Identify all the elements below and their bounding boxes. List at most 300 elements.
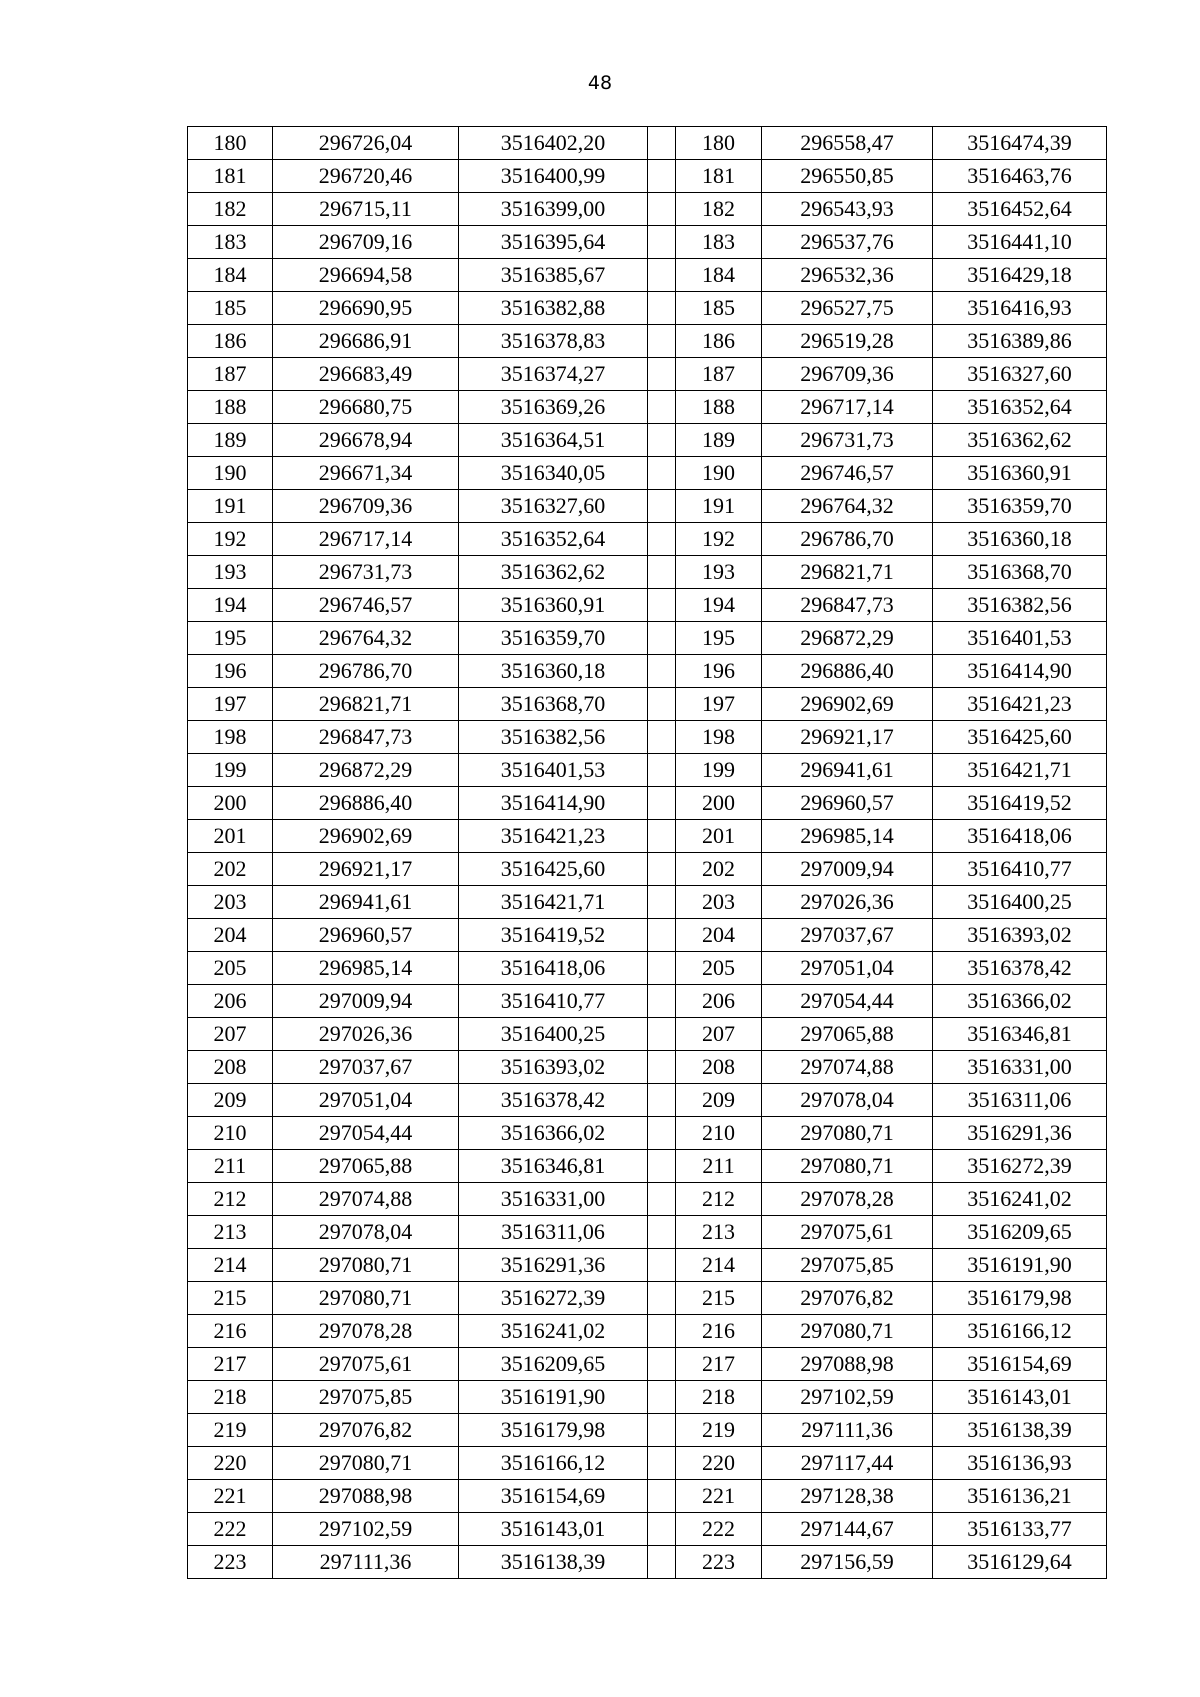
table-row bbox=[188, 127, 1107, 160]
right-point-number: 217 bbox=[676, 1348, 762, 1381]
left-x-coordinate: 297078,04 bbox=[273, 1216, 459, 1249]
spacer-cell bbox=[648, 754, 676, 787]
left-x-coordinate: 297080,71 bbox=[273, 1249, 459, 1282]
spacer-cell bbox=[648, 886, 676, 919]
table-row bbox=[188, 820, 1107, 853]
table-row bbox=[188, 457, 1107, 490]
left-x-coordinate: 297111,36 bbox=[273, 1546, 459, 1579]
right-point-number: 223 bbox=[676, 1546, 762, 1579]
left-y-coordinate: 3516410,77 bbox=[459, 985, 648, 1018]
spacer-cell bbox=[648, 1282, 676, 1315]
right-x-coordinate: 296786,70 bbox=[762, 523, 933, 556]
spacer-cell bbox=[648, 1018, 676, 1051]
left-point-number: 219 bbox=[188, 1414, 273, 1447]
right-x-coordinate: 296960,57 bbox=[762, 787, 933, 820]
table-row bbox=[188, 424, 1107, 457]
right-x-coordinate: 296985,14 bbox=[762, 820, 933, 853]
spacer-cell bbox=[648, 1183, 676, 1216]
spacer-cell bbox=[648, 160, 676, 193]
spacer-cell bbox=[648, 457, 676, 490]
right-y-coordinate: 3516327,60 bbox=[933, 358, 1107, 391]
right-x-coordinate: 296519,28 bbox=[762, 325, 933, 358]
right-point-number: 220 bbox=[676, 1447, 762, 1480]
right-y-coordinate: 3516138,39 bbox=[933, 1414, 1107, 1447]
left-x-coordinate: 297088,98 bbox=[273, 1480, 459, 1513]
right-point-number: 206 bbox=[676, 985, 762, 1018]
left-y-coordinate: 3516393,02 bbox=[459, 1051, 648, 1084]
right-x-coordinate: 297026,36 bbox=[762, 886, 933, 919]
right-x-coordinate: 296821,71 bbox=[762, 556, 933, 589]
left-y-coordinate: 3516425,60 bbox=[459, 853, 648, 886]
table-row bbox=[188, 985, 1107, 1018]
spacer-cell bbox=[648, 1315, 676, 1348]
spacer-cell bbox=[648, 490, 676, 523]
spacer-cell bbox=[648, 589, 676, 622]
left-y-coordinate: 3516374,27 bbox=[459, 358, 648, 391]
spacer-cell bbox=[648, 721, 676, 754]
left-point-number: 196 bbox=[188, 655, 273, 688]
left-point-number: 201 bbox=[188, 820, 273, 853]
left-y-coordinate: 3516402,20 bbox=[459, 127, 648, 160]
spacer-cell bbox=[648, 1348, 676, 1381]
page-number: 48 bbox=[587, 72, 613, 94]
spacer-cell bbox=[648, 985, 676, 1018]
right-x-coordinate: 297075,61 bbox=[762, 1216, 933, 1249]
left-x-coordinate: 296671,34 bbox=[273, 457, 459, 490]
left-y-coordinate: 3516400,99 bbox=[459, 160, 648, 193]
left-x-coordinate: 296921,17 bbox=[273, 853, 459, 886]
right-point-number: 199 bbox=[676, 754, 762, 787]
right-x-coordinate: 297076,82 bbox=[762, 1282, 933, 1315]
right-point-number: 204 bbox=[676, 919, 762, 952]
right-x-coordinate: 297051,04 bbox=[762, 952, 933, 985]
right-x-coordinate: 296764,32 bbox=[762, 490, 933, 523]
left-point-number: 180 bbox=[188, 127, 273, 160]
spacer-cell bbox=[648, 292, 676, 325]
left-x-coordinate: 297075,61 bbox=[273, 1348, 459, 1381]
table-row bbox=[188, 787, 1107, 820]
spacer-cell bbox=[648, 1150, 676, 1183]
right-point-number: 196 bbox=[676, 655, 762, 688]
right-point-number: 185 bbox=[676, 292, 762, 325]
left-point-number: 207 bbox=[188, 1018, 273, 1051]
right-y-coordinate: 3516331,00 bbox=[933, 1051, 1107, 1084]
left-point-number: 221 bbox=[188, 1480, 273, 1513]
left-y-coordinate: 3516421,23 bbox=[459, 820, 648, 853]
left-y-coordinate: 3516359,70 bbox=[459, 622, 648, 655]
right-y-coordinate: 3516352,64 bbox=[933, 391, 1107, 424]
right-y-coordinate: 3516414,90 bbox=[933, 655, 1107, 688]
right-x-coordinate: 296537,76 bbox=[762, 226, 933, 259]
right-x-coordinate: 297078,28 bbox=[762, 1183, 933, 1216]
right-y-coordinate: 3516401,53 bbox=[933, 622, 1107, 655]
left-x-coordinate: 296709,36 bbox=[273, 490, 459, 523]
left-y-coordinate: 3516209,65 bbox=[459, 1348, 648, 1381]
table-row bbox=[188, 1183, 1107, 1216]
right-point-number: 208 bbox=[676, 1051, 762, 1084]
spacer-cell bbox=[648, 919, 676, 952]
left-point-number: 195 bbox=[188, 622, 273, 655]
left-x-coordinate: 297037,67 bbox=[273, 1051, 459, 1084]
left-point-number: 217 bbox=[188, 1348, 273, 1381]
right-x-coordinate: 296746,57 bbox=[762, 457, 933, 490]
right-x-coordinate: 297078,04 bbox=[762, 1084, 933, 1117]
table-row bbox=[188, 1117, 1107, 1150]
table-row bbox=[188, 1249, 1107, 1282]
right-point-number: 211 bbox=[676, 1150, 762, 1183]
table-row bbox=[188, 1216, 1107, 1249]
table-row bbox=[188, 1051, 1107, 1084]
spacer-cell bbox=[648, 325, 676, 358]
right-y-coordinate: 3516191,90 bbox=[933, 1249, 1107, 1282]
spacer-cell bbox=[648, 259, 676, 292]
left-point-number: 192 bbox=[188, 523, 273, 556]
left-y-coordinate: 3516179,98 bbox=[459, 1414, 648, 1447]
left-y-coordinate: 3516166,12 bbox=[459, 1447, 648, 1480]
right-y-coordinate: 3516311,06 bbox=[933, 1084, 1107, 1117]
left-x-coordinate: 297054,44 bbox=[273, 1117, 459, 1150]
left-y-coordinate: 3516154,69 bbox=[459, 1480, 648, 1513]
left-point-number: 199 bbox=[188, 754, 273, 787]
right-y-coordinate: 3516143,01 bbox=[933, 1381, 1107, 1414]
right-point-number: 205 bbox=[676, 952, 762, 985]
left-y-coordinate: 3516414,90 bbox=[459, 787, 648, 820]
left-x-coordinate: 296764,32 bbox=[273, 622, 459, 655]
left-point-number: 206 bbox=[188, 985, 273, 1018]
right-x-coordinate: 297075,85 bbox=[762, 1249, 933, 1282]
left-x-coordinate: 296985,14 bbox=[273, 952, 459, 985]
left-point-number: 186 bbox=[188, 325, 273, 358]
left-point-number: 220 bbox=[188, 1447, 273, 1480]
right-point-number: 192 bbox=[676, 523, 762, 556]
left-y-coordinate: 3516421,71 bbox=[459, 886, 648, 919]
right-point-number: 214 bbox=[676, 1249, 762, 1282]
left-y-coordinate: 3516362,62 bbox=[459, 556, 648, 589]
right-y-coordinate: 3516360,18 bbox=[933, 523, 1107, 556]
left-point-number: 214 bbox=[188, 1249, 273, 1282]
left-x-coordinate: 296715,11 bbox=[273, 193, 459, 226]
left-y-coordinate: 3516311,06 bbox=[459, 1216, 648, 1249]
left-x-coordinate: 297051,04 bbox=[273, 1084, 459, 1117]
left-x-coordinate: 296746,57 bbox=[273, 589, 459, 622]
right-point-number: 193 bbox=[676, 556, 762, 589]
right-point-number: 210 bbox=[676, 1117, 762, 1150]
table-row bbox=[188, 589, 1107, 622]
left-y-coordinate: 3516369,26 bbox=[459, 391, 648, 424]
left-x-coordinate: 296683,49 bbox=[273, 358, 459, 391]
left-x-coordinate: 297076,82 bbox=[273, 1414, 459, 1447]
table-row bbox=[188, 1381, 1107, 1414]
left-x-coordinate: 296960,57 bbox=[273, 919, 459, 952]
left-x-coordinate: 296720,46 bbox=[273, 160, 459, 193]
left-point-number: 222 bbox=[188, 1513, 273, 1546]
left-point-number: 213 bbox=[188, 1216, 273, 1249]
right-point-number: 215 bbox=[676, 1282, 762, 1315]
right-x-coordinate: 296941,61 bbox=[762, 754, 933, 787]
table-row bbox=[188, 1348, 1107, 1381]
left-x-coordinate: 297080,71 bbox=[273, 1282, 459, 1315]
left-y-coordinate: 3516360,18 bbox=[459, 655, 648, 688]
table-row bbox=[188, 160, 1107, 193]
spacer-cell bbox=[648, 952, 676, 985]
right-point-number: 200 bbox=[676, 787, 762, 820]
spacer-cell bbox=[648, 424, 676, 457]
right-y-coordinate: 3516416,93 bbox=[933, 292, 1107, 325]
table-row bbox=[188, 1084, 1107, 1117]
left-point-number: 218 bbox=[188, 1381, 273, 1414]
left-y-coordinate: 3516291,36 bbox=[459, 1249, 648, 1282]
right-y-coordinate: 3516241,02 bbox=[933, 1183, 1107, 1216]
left-point-number: 223 bbox=[188, 1546, 273, 1579]
right-x-coordinate: 296872,29 bbox=[762, 622, 933, 655]
left-x-coordinate: 297065,88 bbox=[273, 1150, 459, 1183]
right-y-coordinate: 3516425,60 bbox=[933, 721, 1107, 754]
right-point-number: 218 bbox=[676, 1381, 762, 1414]
left-point-number: 182 bbox=[188, 193, 273, 226]
left-y-coordinate: 3516382,88 bbox=[459, 292, 648, 325]
table-row bbox=[188, 556, 1107, 589]
right-x-coordinate: 297088,98 bbox=[762, 1348, 933, 1381]
spacer-cell bbox=[648, 556, 676, 589]
right-x-coordinate: 296532,36 bbox=[762, 259, 933, 292]
left-x-coordinate: 296872,29 bbox=[273, 754, 459, 787]
table-row bbox=[188, 952, 1107, 985]
right-x-coordinate: 297054,44 bbox=[762, 985, 933, 1018]
left-y-coordinate: 3516399,00 bbox=[459, 193, 648, 226]
left-y-coordinate: 3516400,25 bbox=[459, 1018, 648, 1051]
right-y-coordinate: 3516129,64 bbox=[933, 1546, 1107, 1579]
table-row bbox=[188, 325, 1107, 358]
right-x-coordinate: 296527,75 bbox=[762, 292, 933, 325]
spacer-cell bbox=[648, 127, 676, 160]
left-point-number: 215 bbox=[188, 1282, 273, 1315]
left-y-coordinate: 3516138,39 bbox=[459, 1546, 648, 1579]
left-x-coordinate: 297009,94 bbox=[273, 985, 459, 1018]
left-point-number: 198 bbox=[188, 721, 273, 754]
left-y-coordinate: 3516395,64 bbox=[459, 226, 648, 259]
right-y-coordinate: 3516429,18 bbox=[933, 259, 1107, 292]
left-point-number: 204 bbox=[188, 919, 273, 952]
left-point-number: 216 bbox=[188, 1315, 273, 1348]
right-y-coordinate: 3516421,71 bbox=[933, 754, 1107, 787]
left-x-coordinate: 296686,91 bbox=[273, 325, 459, 358]
left-y-coordinate: 3516364,51 bbox=[459, 424, 648, 457]
left-x-coordinate: 297078,28 bbox=[273, 1315, 459, 1348]
right-x-coordinate: 297144,67 bbox=[762, 1513, 933, 1546]
table-row bbox=[188, 688, 1107, 721]
right-x-coordinate: 297065,88 bbox=[762, 1018, 933, 1051]
right-y-coordinate: 3516418,06 bbox=[933, 820, 1107, 853]
right-x-coordinate: 297080,71 bbox=[762, 1315, 933, 1348]
left-point-number: 184 bbox=[188, 259, 273, 292]
right-point-number: 219 bbox=[676, 1414, 762, 1447]
right-point-number: 188 bbox=[676, 391, 762, 424]
spacer-cell bbox=[648, 853, 676, 886]
right-point-number: 221 bbox=[676, 1480, 762, 1513]
spacer-cell bbox=[648, 655, 676, 688]
right-y-coordinate: 3516136,21 bbox=[933, 1480, 1107, 1513]
right-point-number: 184 bbox=[676, 259, 762, 292]
right-y-coordinate: 3516136,93 bbox=[933, 1447, 1107, 1480]
spacer-cell bbox=[648, 226, 676, 259]
left-point-number: 210 bbox=[188, 1117, 273, 1150]
left-point-number: 208 bbox=[188, 1051, 273, 1084]
right-x-coordinate: 297074,88 bbox=[762, 1051, 933, 1084]
table-row bbox=[188, 1414, 1107, 1447]
right-x-coordinate: 296550,85 bbox=[762, 160, 933, 193]
right-y-coordinate: 3516360,91 bbox=[933, 457, 1107, 490]
right-point-number: 203 bbox=[676, 886, 762, 919]
left-y-coordinate: 3516352,64 bbox=[459, 523, 648, 556]
right-x-coordinate: 296847,73 bbox=[762, 589, 933, 622]
right-y-coordinate: 3516366,02 bbox=[933, 985, 1107, 1018]
left-x-coordinate: 297102,59 bbox=[273, 1513, 459, 1546]
right-y-coordinate: 3516441,10 bbox=[933, 226, 1107, 259]
right-y-coordinate: 3516474,39 bbox=[933, 127, 1107, 160]
table-row bbox=[188, 292, 1107, 325]
right-point-number: 216 bbox=[676, 1315, 762, 1348]
left-y-coordinate: 3516378,83 bbox=[459, 325, 648, 358]
left-x-coordinate: 296731,73 bbox=[273, 556, 459, 589]
table-row bbox=[188, 391, 1107, 424]
table-row bbox=[188, 655, 1107, 688]
spacer-cell bbox=[648, 1546, 676, 1579]
left-point-number: 197 bbox=[188, 688, 273, 721]
left-point-number: 212 bbox=[188, 1183, 273, 1216]
left-x-coordinate: 296941,61 bbox=[273, 886, 459, 919]
table-row bbox=[188, 1480, 1107, 1513]
left-x-coordinate: 296709,16 bbox=[273, 226, 459, 259]
right-x-coordinate: 297080,71 bbox=[762, 1117, 933, 1150]
left-point-number: 191 bbox=[188, 490, 273, 523]
left-y-coordinate: 3516346,81 bbox=[459, 1150, 648, 1183]
left-point-number: 190 bbox=[188, 457, 273, 490]
left-point-number: 193 bbox=[188, 556, 273, 589]
left-x-coordinate: 296786,70 bbox=[273, 655, 459, 688]
left-y-coordinate: 3516366,02 bbox=[459, 1117, 648, 1150]
left-y-coordinate: 3516418,06 bbox=[459, 952, 648, 985]
spacer-cell bbox=[648, 820, 676, 853]
right-x-coordinate: 297111,36 bbox=[762, 1414, 933, 1447]
right-x-coordinate: 296709,36 bbox=[762, 358, 933, 391]
right-y-coordinate: 3516382,56 bbox=[933, 589, 1107, 622]
right-x-coordinate: 297102,59 bbox=[762, 1381, 933, 1414]
left-x-coordinate: 296717,14 bbox=[273, 523, 459, 556]
spacer-cell bbox=[648, 1117, 676, 1150]
spacer-cell bbox=[648, 1051, 676, 1084]
right-point-number: 195 bbox=[676, 622, 762, 655]
table-row bbox=[188, 1315, 1107, 1348]
left-y-coordinate: 3516401,53 bbox=[459, 754, 648, 787]
left-x-coordinate: 296902,69 bbox=[273, 820, 459, 853]
left-x-coordinate: 296678,94 bbox=[273, 424, 459, 457]
right-y-coordinate: 3516389,86 bbox=[933, 325, 1107, 358]
left-y-coordinate: 3516331,00 bbox=[459, 1183, 648, 1216]
right-x-coordinate: 296558,47 bbox=[762, 127, 933, 160]
left-point-number: 200 bbox=[188, 787, 273, 820]
right-point-number: 198 bbox=[676, 721, 762, 754]
right-point-number: 186 bbox=[676, 325, 762, 358]
right-point-number: 187 bbox=[676, 358, 762, 391]
left-point-number: 188 bbox=[188, 391, 273, 424]
left-y-coordinate: 3516385,67 bbox=[459, 259, 648, 292]
right-y-coordinate: 3516419,52 bbox=[933, 787, 1107, 820]
spacer-cell bbox=[648, 1216, 676, 1249]
right-x-coordinate: 297128,38 bbox=[762, 1480, 933, 1513]
left-y-coordinate: 3516272,39 bbox=[459, 1282, 648, 1315]
spacer-cell bbox=[648, 622, 676, 655]
right-point-number: 190 bbox=[676, 457, 762, 490]
left-y-coordinate: 3516419,52 bbox=[459, 919, 648, 952]
table-row bbox=[188, 523, 1107, 556]
left-point-number: 205 bbox=[188, 952, 273, 985]
table-row bbox=[188, 853, 1107, 886]
table-row bbox=[188, 754, 1107, 787]
right-x-coordinate: 297117,44 bbox=[762, 1447, 933, 1480]
right-point-number: 194 bbox=[676, 589, 762, 622]
right-y-coordinate: 3516368,70 bbox=[933, 556, 1107, 589]
left-point-number: 209 bbox=[188, 1084, 273, 1117]
right-point-number: 207 bbox=[676, 1018, 762, 1051]
table-row bbox=[188, 259, 1107, 292]
spacer-cell bbox=[648, 1381, 676, 1414]
table-row bbox=[188, 1546, 1107, 1579]
right-point-number: 191 bbox=[676, 490, 762, 523]
right-point-number: 180 bbox=[676, 127, 762, 160]
left-y-coordinate: 3516368,70 bbox=[459, 688, 648, 721]
right-y-coordinate: 3516209,65 bbox=[933, 1216, 1107, 1249]
spacer-cell bbox=[648, 1513, 676, 1546]
right-y-coordinate: 3516179,98 bbox=[933, 1282, 1107, 1315]
left-x-coordinate: 296694,58 bbox=[273, 259, 459, 292]
spacer-cell bbox=[648, 523, 676, 556]
right-x-coordinate: 296902,69 bbox=[762, 688, 933, 721]
table-row bbox=[188, 490, 1107, 523]
left-point-number: 202 bbox=[188, 853, 273, 886]
right-point-number: 222 bbox=[676, 1513, 762, 1546]
left-x-coordinate: 296690,95 bbox=[273, 292, 459, 325]
left-point-number: 211 bbox=[188, 1150, 273, 1183]
left-y-coordinate: 3516340,05 bbox=[459, 457, 648, 490]
left-x-coordinate: 296847,73 bbox=[273, 721, 459, 754]
right-y-coordinate: 3516359,70 bbox=[933, 490, 1107, 523]
spacer-cell bbox=[648, 1447, 676, 1480]
spacer-cell bbox=[648, 688, 676, 721]
right-y-coordinate: 3516154,69 bbox=[933, 1348, 1107, 1381]
left-y-coordinate: 3516327,60 bbox=[459, 490, 648, 523]
right-y-coordinate: 3516133,77 bbox=[933, 1513, 1107, 1546]
left-y-coordinate: 3516191,90 bbox=[459, 1381, 648, 1414]
left-x-coordinate: 296821,71 bbox=[273, 688, 459, 721]
right-y-coordinate: 3516272,39 bbox=[933, 1150, 1107, 1183]
coordinates-table-body bbox=[188, 127, 1107, 1579]
spacer-cell bbox=[648, 391, 676, 424]
left-x-coordinate: 297026,36 bbox=[273, 1018, 459, 1051]
left-y-coordinate: 3516241,02 bbox=[459, 1315, 648, 1348]
coordinates-table bbox=[187, 126, 1107, 1579]
right-y-coordinate: 3516362,62 bbox=[933, 424, 1107, 457]
left-y-coordinate: 3516382,56 bbox=[459, 721, 648, 754]
table-row bbox=[188, 721, 1107, 754]
right-x-coordinate: 296717,14 bbox=[762, 391, 933, 424]
right-y-coordinate: 3516378,42 bbox=[933, 952, 1107, 985]
table-row bbox=[188, 1018, 1107, 1051]
right-y-coordinate: 3516393,02 bbox=[933, 919, 1107, 952]
table-row bbox=[188, 1282, 1107, 1315]
table-row bbox=[188, 226, 1107, 259]
left-x-coordinate: 297074,88 bbox=[273, 1183, 459, 1216]
right-point-number: 182 bbox=[676, 193, 762, 226]
